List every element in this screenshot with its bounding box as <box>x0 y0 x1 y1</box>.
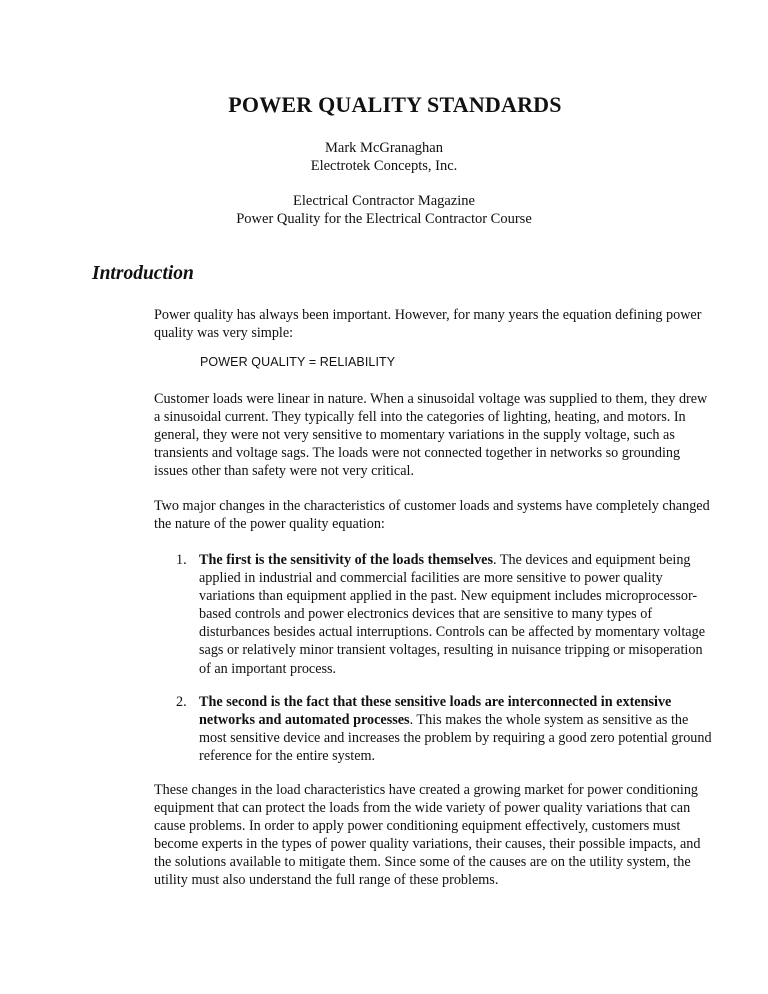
author-name: Mark McGranaghan <box>325 140 443 156</box>
list-number: 1. <box>176 552 187 568</box>
paragraph-2 <box>154 390 714 480</box>
document-title: POWER QUALITY STANDARDS <box>228 92 562 117</box>
course-name: Power Quality for the Electrical Contractor Course <box>236 211 532 227</box>
paragraph-4-text: These changes in the load characteristics have created a growing market for power conditioning equipment that can protect the loads from the wide variety of power quality variations that can cause problems. In order to apply power conditioning equipment effectively, customers must become experts in the types of power quality variations, their causes, their possible impacts, and the solutions available to mitigate them. Since some of the causes are on the utility system, the utility must also understand the full range of these problems. <box>154 782 701 889</box>
publication-name: Electrical Contractor Magazine <box>293 193 475 209</box>
list-item-bold-lead: The second is the fact that these sensitive loads are interconnected in extensive networks and automated processes <box>199 694 672 729</box>
list-item-1 <box>154 551 714 678</box>
paragraph-3-text: Two major changes in the characteristics of customer loads and systems have completely changed the nature of the power quality equation: <box>154 498 710 533</box>
paragraph-1 <box>154 306 714 342</box>
list-item-rest: . This makes the whole system as sensitive as the most sensitive device and increases the problem by requiring a good zero potential ground reference for the entire system. <box>199 712 712 765</box>
list-item-2 <box>154 693 714 765</box>
list-item-rest: . The devices and equipment being applied in industrial and commercial facilities are more sensitive to power quality variations than equipment applied in the past. New equipment includes microprocessor-based controls and power electronics devices that are sensitive to many types of disturbances besides actual interruptions. Controls can be affected by momentary voltage sags or relatively minor transient voltages, resulting in nuisance tripping or misoperation of an important process. <box>199 552 705 677</box>
paragraph-1-text: Power quality has always been important. However, for many years the equation defining power quality was very simple: <box>154 307 702 342</box>
list-item-text <box>199 693 714 765</box>
paragraph-3 <box>154 497 714 533</box>
author-company: Electrotek Concepts, Inc. <box>310 158 458 174</box>
list-item-text <box>199 551 714 678</box>
paragraph-4 <box>154 781 714 890</box>
section-heading: Introduction <box>92 263 194 284</box>
list-number: 2. <box>176 694 187 710</box>
list-item-bold-lead: The first is the sensitivity of the loads themselves <box>199 552 493 568</box>
paragraph-2-text: Customer loads were linear in nature. When a sinusoidal voltage was supplied to them, they drew a sinusoidal current. They typically fell into the categories of lighting, heating, and motors. In general, they were not very sensitive to momentary variations in the supply voltage, such as transients and voltage sags. The loads were not connected together in networks so grounding issues other than safety were not very critical. <box>154 391 708 480</box>
formula-line: POWER QUALITY = RELIABILITY <box>200 355 396 369</box>
